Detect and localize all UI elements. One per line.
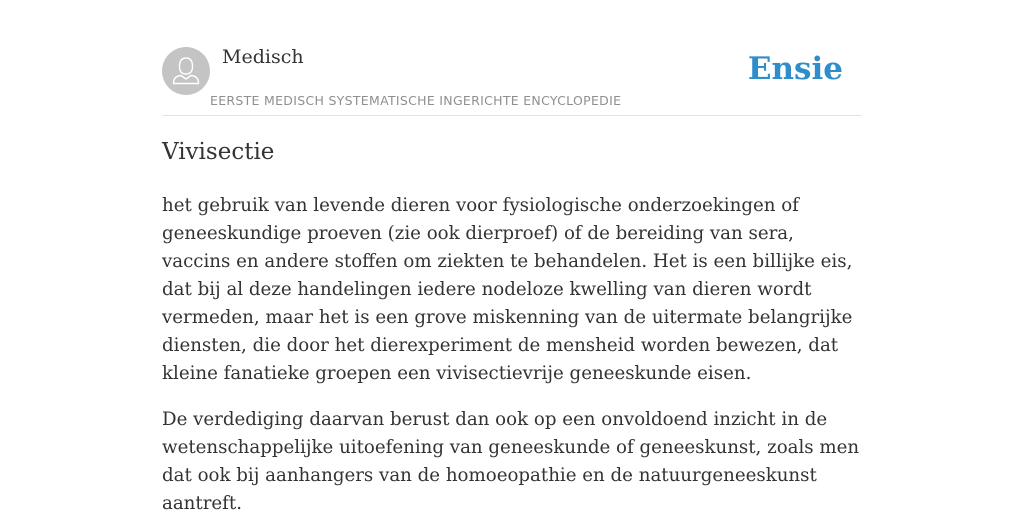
article-title: Vivisectie	[162, 139, 275, 165]
user-icon	[162, 47, 210, 95]
article-paragraph: het gebruik van levende dieren voor fysiologische onderzoekingen of geneeskundige proeven (zie ook dierproef) of de bereiding van sera, vaccins en andere stoffen om ziekten te behandelen. Het is een billijke eis, dat bij al deze handelingen iedere nodeloze kwelling van dieren wordt vermeden, maar het is een grove miskenning van de uitermate belangrijke diensten, die door het dierexperiment de mensheid worden bewezen, dat kleine fanatieke groepen een vivisectievrije geneeskunde eisen.	[162, 195, 853, 384]
source-subtitle: EERSTE MEDISCH SYSTEMATISCHE INGERICHTE ENCYCLOPEDIE	[210, 93, 622, 108]
source-name[interactable]: Medisch	[222, 46, 304, 68]
article-paragraph: De verdediging daarvan berust dan ook op een onvoldoend inzicht in de wetenschappelijke uitoefening van geneeskunde of geneeskunst, zoals men dat ook bij aanhangers van de homoeopathie en de natuurgeneeskunst aantreft.	[162, 409, 860, 512]
article-body	[162, 192, 862, 512]
source-avatar[interactable]	[162, 47, 210, 95]
source-header	[162, 0, 862, 116]
ensie-logo[interactable]: Ensie	[747, 51, 843, 87]
article-container	[162, 0, 862, 512]
